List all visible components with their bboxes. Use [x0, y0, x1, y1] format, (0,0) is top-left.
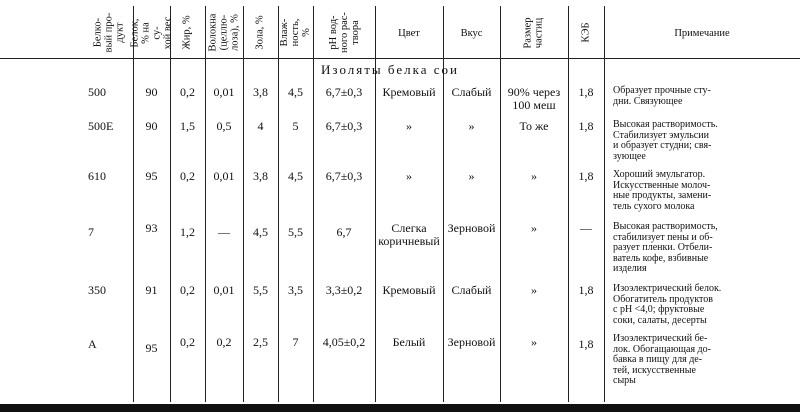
- header-color: Цвет: [398, 27, 420, 39]
- cell-protein: 90: [145, 119, 158, 133]
- cell-fat: 1,5: [180, 119, 195, 133]
- cell-note: Высокая растворимость. Стабилизует эмульсии и образует студни; свя- зующее: [613, 119, 718, 162]
- cell-taste: Зерновой: [447, 335, 496, 349]
- cell-color: Кремовый: [382, 283, 436, 297]
- header-moisture: Влаж- ность, %: [278, 19, 313, 47]
- cell-fiber: 0,01: [213, 283, 235, 297]
- cell-color: »: [406, 169, 412, 183]
- header-protein: Белок, % на су- хой вес: [129, 16, 174, 50]
- cell-keb: 1,8: [578, 85, 594, 99]
- cell-ph: 6,7: [336, 225, 352, 239]
- cell-ash: 4,5: [253, 225, 268, 239]
- header-note: Примечание: [674, 27, 730, 39]
- cell-moisture: 3,5: [288, 283, 303, 297]
- cell-taste: Зерновой: [447, 221, 496, 235]
- cell-moisture: 5,5: [288, 225, 303, 239]
- cell-ash: 3,8: [253, 169, 268, 183]
- cell-fiber: 0,01: [213, 169, 235, 183]
- cell-color: »: [406, 119, 412, 133]
- cell-ash: 5,5: [253, 283, 268, 297]
- cell-color: Белый: [392, 335, 426, 349]
- cell-product: 610: [88, 169, 106, 183]
- cell-ash: 2,5: [253, 335, 268, 349]
- cell-protein: 95: [145, 341, 158, 355]
- cell-note: Хороший эмульгатор. Искусственные молоч- ные продукты, замени- тель сухого молока: [613, 169, 712, 212]
- header-product: Белко- вый про- дукт: [91, 13, 126, 53]
- cell-note: Изоэлектрический белок. Обогатитель продуктов с pH <4,0; фруктовые соки, салаты, десерты: [613, 283, 722, 326]
- cell-keb: 1,8: [578, 337, 594, 351]
- cell-keb: 1,8: [578, 283, 594, 297]
- cell-moisture: 4,5: [288, 85, 303, 99]
- cell-taste: »: [468, 169, 475, 183]
- cell-product: 7: [88, 225, 94, 239]
- cell-moisture: 4,5: [288, 169, 303, 183]
- cell-size: »: [531, 335, 537, 349]
- header-ash: Зола, %: [254, 15, 266, 51]
- cell-ph: 6,7±0,3: [325, 169, 363, 183]
- cell-fiber: 0,5: [216, 119, 232, 133]
- header-keb: КЭБ: [580, 22, 592, 44]
- cell-fiber: 0,2: [216, 335, 232, 349]
- section-title: Изоляты белка сои: [321, 62, 459, 77]
- cell-product: 350: [88, 283, 106, 297]
- cell-fat: 0,2: [180, 283, 195, 297]
- cell-color: Кремовый: [382, 85, 436, 99]
- cell-color: Слегка коричневый: [378, 221, 440, 249]
- cell-ph: 3,3±0,2: [325, 283, 363, 297]
- cell-keb: 1,8: [578, 169, 594, 183]
- cell-moisture: 5: [292, 119, 299, 133]
- cell-fiber: —: [218, 225, 230, 239]
- cell-size: »: [531, 283, 537, 297]
- header-size: Размер частиц: [522, 17, 545, 49]
- cell-size: »: [531, 169, 537, 183]
- cell-note: Высокая растворимость, стабилизует пены и об- разует пленки. Отбели- ватель кофе, взбивные изделия: [613, 221, 718, 274]
- cell-size: »: [531, 221, 537, 235]
- cell-protein: 90: [145, 85, 158, 99]
- cell-ash: 4: [257, 119, 264, 133]
- cell-moisture: 7: [292, 335, 299, 349]
- header-taste: Вкус: [460, 27, 483, 39]
- cell-size: То же: [519, 119, 549, 133]
- cell-ph: 4,05±0,2: [322, 335, 366, 349]
- cell-taste: Слабый: [451, 85, 492, 99]
- cell-size: 90% через 100 меш: [507, 85, 561, 113]
- cell-fat: 0,2: [180, 169, 195, 183]
- cell-product: 500Е: [88, 119, 114, 133]
- cell-keb: 1,8: [578, 119, 594, 133]
- header-fat: Жир, %: [181, 15, 193, 51]
- header-fiber: Волокна (целлю- лоза), %: [207, 13, 241, 52]
- cell-product: 500: [88, 85, 106, 99]
- cell-fat: 1,2: [180, 225, 195, 239]
- cell-product: А: [88, 337, 97, 351]
- cell-ph: 6,7±0,3: [325, 119, 363, 133]
- cell-taste: »: [468, 119, 475, 133]
- cell-ash: 3,8: [253, 85, 268, 99]
- bottom-rule: [0, 404, 800, 412]
- cell-taste: Слабый: [451, 283, 492, 297]
- header-ph: pH вод- ного рас- твора: [327, 12, 361, 54]
- cell-fat: 0,2: [180, 85, 195, 99]
- cell-fiber: 0,01: [213, 85, 235, 99]
- cell-ph: 6,7±0,3: [325, 85, 363, 99]
- cell-fat: 0,2: [180, 335, 195, 349]
- cell-keb: —: [580, 221, 592, 235]
- column-divider: [604, 6, 605, 402]
- cell-protein: 95: [145, 169, 158, 183]
- cell-note: Образует прочные сту- дни. Связующее: [613, 85, 711, 107]
- cell-protein: 91: [145, 283, 158, 297]
- header-rule: [0, 58, 800, 59]
- cell-protein: 93: [145, 221, 158, 235]
- cell-note: Изоэлектрический бе- лок. Обогащающая до- бавка в пищу для де- тей, искусственные сыры: [613, 333, 711, 386]
